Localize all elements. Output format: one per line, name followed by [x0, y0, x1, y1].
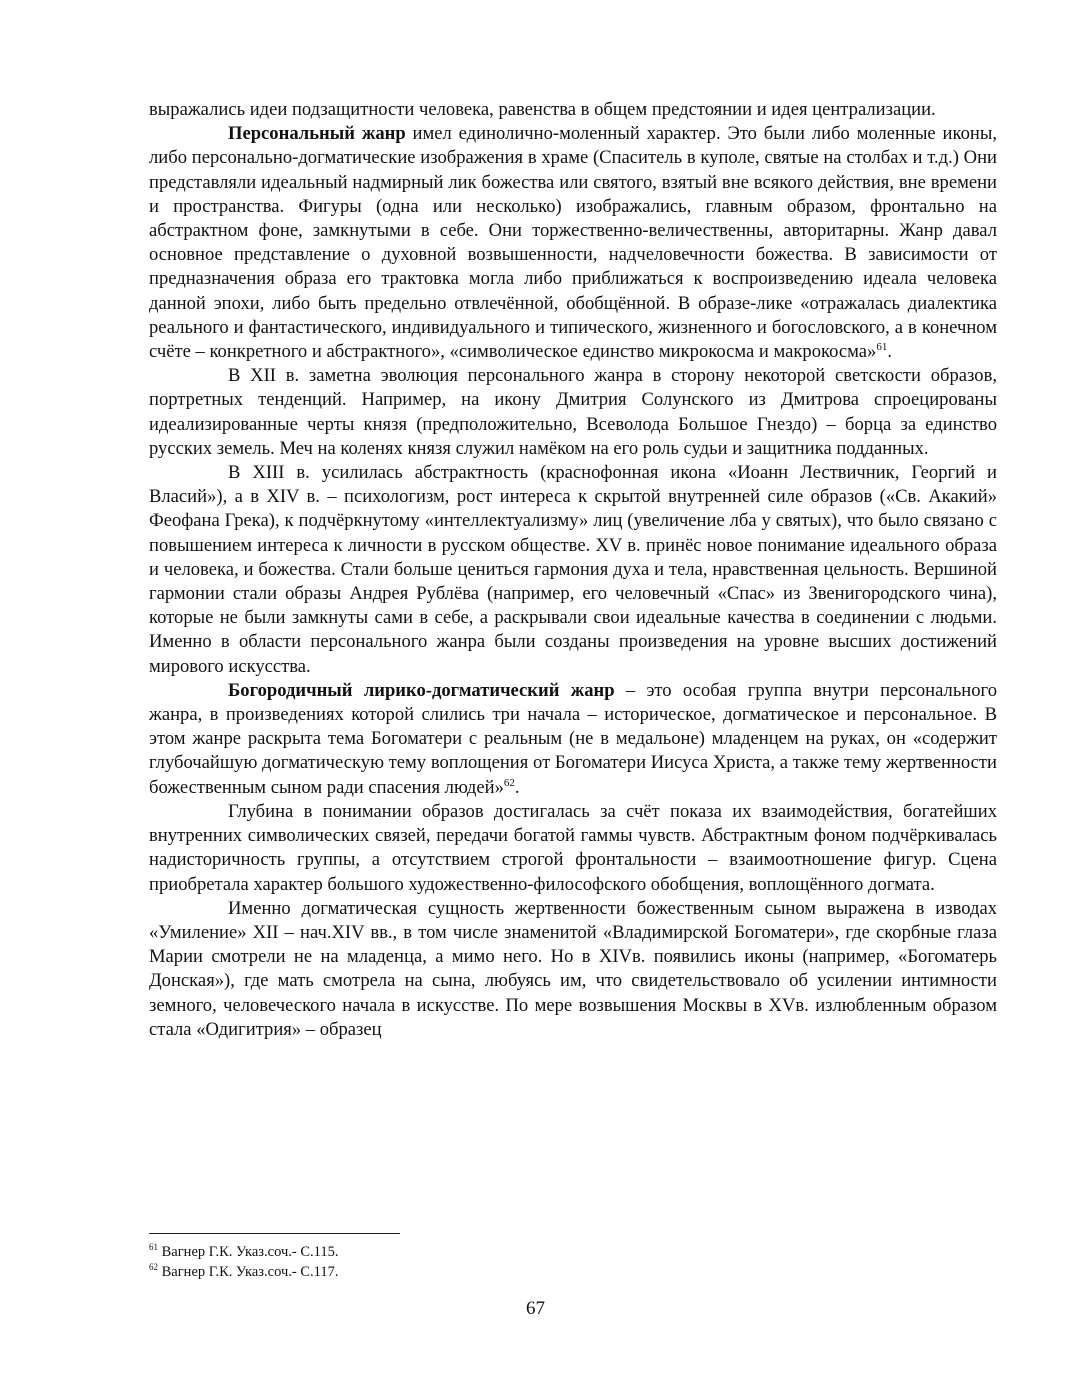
- paragraph-5-text: – это особая группа внутри персонального жанра, в произведениях которой слились три начала – историческое, догматическое и персональное. В этом жанре раскрыта тема Богоматери с реальным (не в медальоне) младенцем на руках, он «содержит глубочайшую догматическую тему воплощения от Богоматери Иисуса Христа, а также тему жертвенности божественным сыном ради спасения людей»: [149, 679, 998, 798]
- paragraph-2-tail: .: [887, 341, 892, 363]
- paragraph-6-text: Глубина в понимании образов достигалась за счёт показа их взаимодействия, богатейших внутренних символических связей, передачи богатой гаммы чувств. Абстрактным фоном подчёркивалась надисторичность группы, а отсутствием строгой фронтальности – взаимоотношение фигур. Сцена приобретала характер большого художественно-философского обобщения, воплощённого догмата.: [149, 800, 997, 895]
- paragraph-theotokos-genre: [149, 679, 997, 800]
- footnote-62-number: 62: [149, 1261, 158, 1272]
- paragraph-2-text: имел единолично-моленный характер. Это были либо моленные иконы, либо персонально-догматические изображения в храме (Спаситель в куполе, святые на столбах и т.д.) Они представляли идеальный надмирный лик божества или святого, взятый вне всякого действия, вне времени и пространства. Фигуры (одна или несколько) изображались, главным образом, фронтально на абстрактном фоне, замкнутыми в себе. Они торжественно-величественны, авторитарны. Жанр давал основное представление о духовной возвышенности, надчеловечности божества. В зависимости от предназначения образа его трактовка могла либо приближаться к воспроизведению идеала человека данной эпохи, либо быть предельно отвлечённой, обобщённой. В образе-лике «отражалась диалектика реального и фантастического, индивидуального и типического, жизненного и богословского, а в конечном счёте – конкретного и абстрактного», «символическое единство микрокосма и макрокосма»: [149, 123, 997, 363]
- paragraph-5-tail: .: [514, 776, 520, 798]
- paragraph-7-text: Именно догматическая сущность жертвенности божественным сыном выражена в изводах «Умиление» XII – нач.XIV вв., в том числе знаменитой «Владимирской Богоматери», где скорбные глаза Марии смотрели не на младенца, а мимо него. Но в XIVв. появились иконы (например, «Богоматерь Донская»), где мать смотрела на сына, любуясь им, что свидетельствовало об усилении интимности земного, человеческого начала в искусстве. По мере возвышения Москвы в XVв. излюбленным образом стала «Одигитрия» – образец: [149, 897, 997, 1040]
- footnote-61-text: Вагнер Г.К. Указ.соч.- С.115.: [158, 1244, 339, 1260]
- footnote-61: [149, 1243, 338, 1263]
- paragraph-personal-genre: [149, 122, 997, 364]
- footnote-ref-62[interactable]: 62: [503, 776, 515, 789]
- paragraph-6: [149, 800, 997, 897]
- footnote-62: [149, 1263, 338, 1283]
- paragraph-3-text: В XII в. заметна эволюция персонального жанра в сторону некоторой светскости образов, портретных тенденций. Например, на икону Дмитрия Солунского из Дмитрова спроецированы идеализированные черты князя (предположительно, Всеволода Большое Гнездо) – борца за единство русских земель. Меч на коленях князя служил намёком на его роль судьи и защитника подданных.: [149, 365, 997, 459]
- footnote-61-number: 61: [149, 1242, 158, 1253]
- paragraph-1-text: выражались идеи подзащитности человека, равенства в общем предстоянии и идея централизации.: [149, 99, 936, 120]
- paragraph-4-text: В XIII в. усилилась абстрактность (краснофонная икона «Иоанн Лествичник, Георгий и Власий»), а в XIV в. – психологизм, рост интереса к скрытой внутренней силе образов («Св. Акакий» Феофана Грека), к подчёркнутому «интеллектуализму» лиц (увеличение лба у святых), что было связано с повышением интереса к личности в русском обществе. XV в. принёс новое понимание идеального образа и человека, и божества. Стали больше цениться гармония духа и тела, нравственная цельность. Вершиной гармонии стали образы Андрея Рублёва (например, его человечный «Спас» из Звенигородского чина), которые не были замкнуты сами в себе, а раскрывали свои идеальные качества в соединении с людьми. Именно в области персонального жанра были созданы произведения на уровне высших достижений мирового искусства.: [149, 462, 997, 677]
- term-personal-genre: Персональный жанр: [228, 123, 406, 145]
- paragraph-4: [149, 461, 997, 679]
- paragraph-1: [149, 98, 997, 122]
- term-theotokos-genre: Богородичный лирико-догматический жанр: [228, 679, 615, 701]
- footnotes: [149, 1243, 338, 1282]
- footnote-separator: [149, 1233, 400, 1234]
- paragraph-7: [149, 897, 997, 1042]
- paragraph-3: [149, 364, 997, 461]
- footnote-62-text: Вагнер Г.К. Указ.соч.- С.117.: [158, 1263, 339, 1280]
- footnote-ref-61[interactable]: 61: [876, 340, 888, 353]
- page-body: [149, 98, 997, 1042]
- page-number: 67: [526, 1298, 545, 1319]
